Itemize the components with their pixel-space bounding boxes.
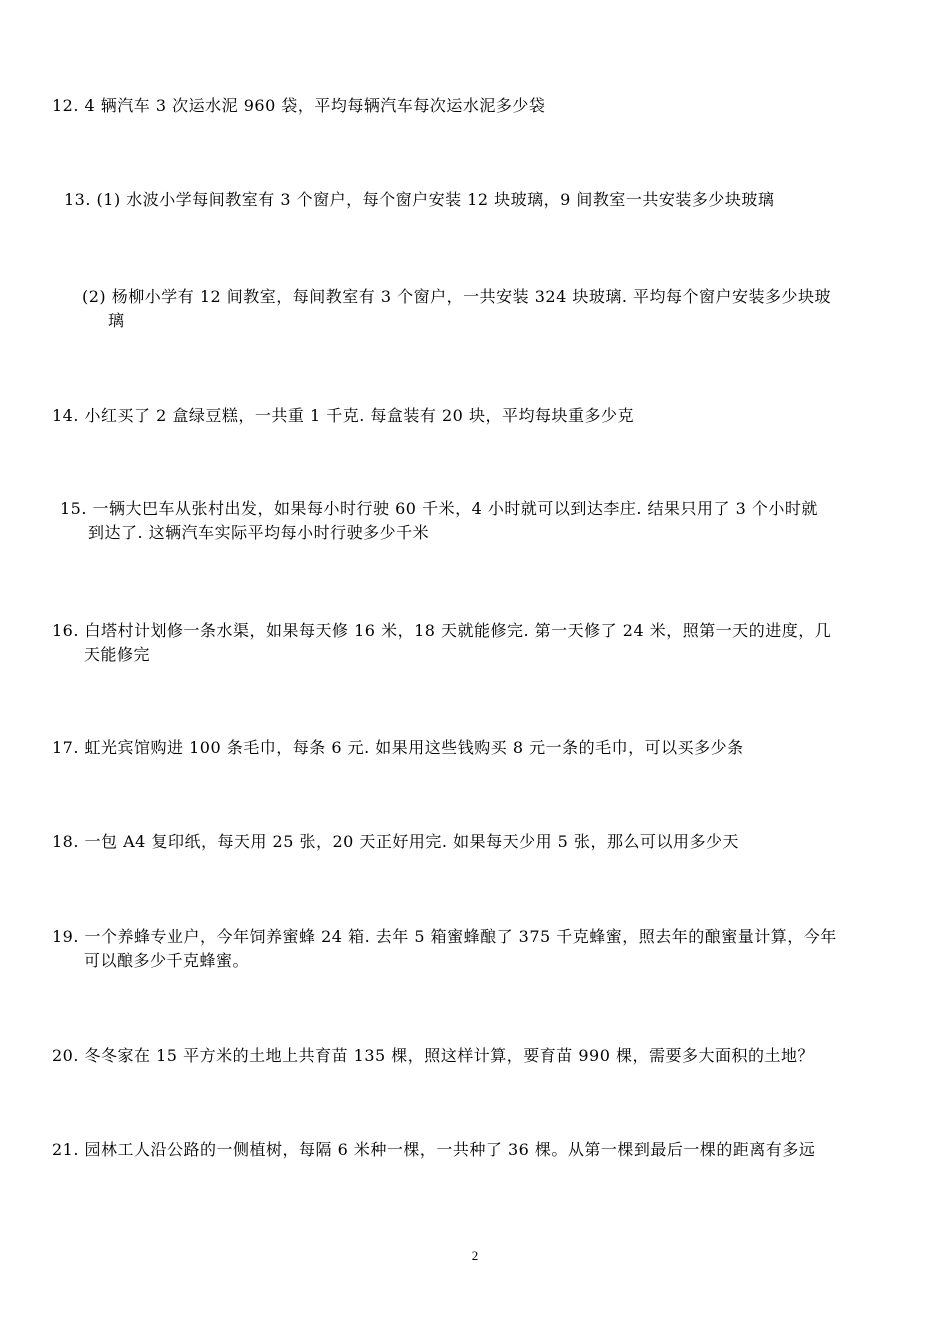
problem-20: 20. 冬冬家在 15 平方米的土地上共育苗 135 棵，照这样计算，要育苗 990 棵，需要多大面积的土地？ <box>52 1046 814 1065</box>
problem-13-part-2-continued: 璃 <box>108 311 125 330</box>
page-number: 2 <box>471 1248 479 1263</box>
problem-21: 21. 园林工人沿公路的一侧植树，每隔 6 米种一棵，一共种了 36 棵。从第一棵到最后一棵的距离有多远 <box>52 1140 816 1159</box>
problem-12: 12. 4 辆汽车 3 次运水泥 960 袋，平均每辆汽车每次运水泥多少袋 <box>52 96 546 115</box>
problem-17: 17. 虹光宾馆购进 100 条毛巾，每条 6 元. 如果用这些钱购买 8 元一条的毛巾，可以买多少条 <box>52 738 744 757</box>
problem-14: 14. 小红买了 2 盒绿豆糕，一共重 1 千克. 每盒装有 20 块，平均每块重多少克 <box>52 406 634 425</box>
problem-19-continued: 可以酿多少千克蜂蜜。 <box>84 951 250 970</box>
problem-16-continued: 天能修完 <box>84 645 151 664</box>
problem-13-part-2: (2) 杨柳小学有 12 间教室，每间教室有 3 个窗户，一共安装 324 块玻璃. 平均每个窗户安装多少块玻 <box>82 287 832 306</box>
problem-16: 16. 白塔村计划修一条水渠，如果每天修 16 米，18 天就能修完. 第一天修了 24 米，照第一天的进度，几 <box>52 621 832 640</box>
problem-19: 19. 一个养蜂专业户，今年饲养蜜蜂 24 箱. 去年 5 箱蜜蜂酿了 375 千克蜂蜜，照去年的酿蜜量计算，今年 <box>52 927 837 946</box>
problem-18: 18. 一包 A4 复印纸，每天用 25 张，20 天正好用完. 如果每天少用 5 张，那么可以用多少天 <box>52 832 739 851</box>
problem-15-continued: 到达了. 这辆汽车实际平均每小时行驶多少千米 <box>88 523 430 542</box>
problem-13-part-1: 13. (1) 水波小学每间教室有 3 个窗户，每个窗户安装 12 块玻璃，9 间教室一共安装多少块玻璃 <box>64 190 775 209</box>
problem-15: 15. 一辆大巴车从张村出发，如果每小时行驶 60 千米，4 小时就可以到达李庄. 结果只用了 3 个小时就 <box>60 499 818 518</box>
